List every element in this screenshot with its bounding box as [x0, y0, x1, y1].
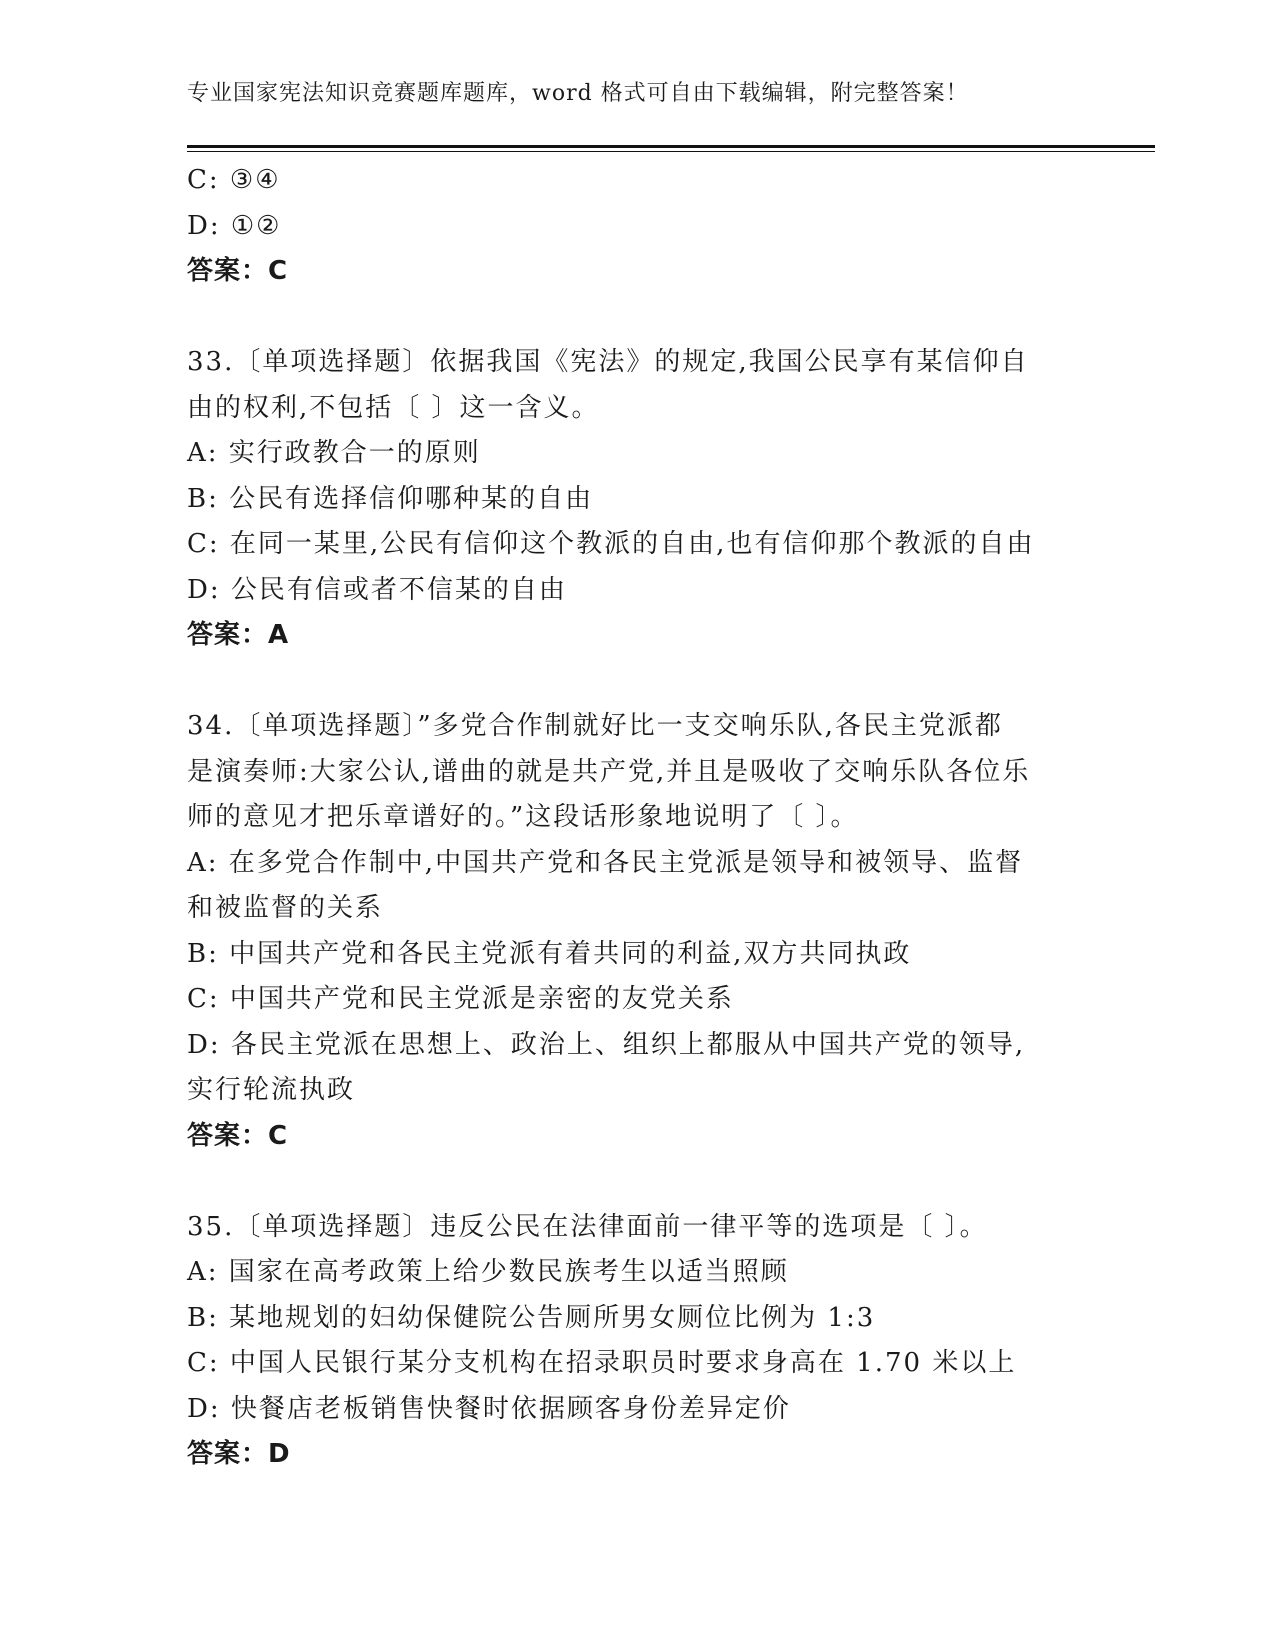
option-line: D: ①②: [187, 210, 282, 241]
option-line: C: 在同一某里,公民有信仰这个教派的自由,也有信仰那个教派的自由: [187, 529, 1035, 559]
header-rule-thick: [187, 145, 1155, 148]
answer-line: 答案：D: [187, 1439, 291, 1469]
option-line: D: 快餐店老板销售快餐时依据顾客身份差异定价: [187, 1393, 791, 1424]
question-line: 35.〔单项选择题〕违反公民在法律面前一律平等的选项是〔 〕。: [187, 1211, 988, 1242]
document-body: [187, 158, 1087, 1478]
option-line: C: ③④: [187, 165, 281, 195]
paragraph-gap: [187, 295, 1087, 341]
answer-line: 答案：A: [187, 620, 290, 650]
option-line: A: 在多党合作制中,中国共产党和各民主党派是领导和被领导、监督: [187, 847, 1024, 878]
option-line: C: 中国人民银行某分支机构在招录职员时要求身高在 1.70 米以上: [187, 1348, 1017, 1378]
paragraph-gap: [187, 1159, 1087, 1205]
answer-line: 答案：C: [187, 1120, 289, 1151]
option-line: B: 中国共产党和各民主党派有着共同的利益,双方共同执政: [187, 938, 912, 969]
option-line: B: 公民有选择信仰哪种某的自由: [187, 483, 594, 514]
question-line: 是演奏师:大家公认,谱曲的就是共产党,并且是吸收了交响乐队各位乐: [187, 756, 1031, 787]
option-line: A: 国家在高考政策上给少数民族考生以适当照顾: [187, 1257, 789, 1287]
header-rule-thin: [187, 151, 1155, 152]
option-line: 和被监督的关系: [187, 893, 384, 923]
option-line: B: 某地规划的妇幼保健院公告厕所男女厕位比例为 1:3: [187, 1302, 876, 1333]
answer-line: 答案：C: [187, 256, 289, 286]
page-header: 专业国家宪法知识竞赛题库题库，word 格式可自由下载编辑，附完整答案！: [187, 81, 969, 106]
question-line: 由的权利,不包括〔 〕这一含义。: [187, 392, 600, 423]
option-line: D: 公民有信或者不信某的自由: [187, 574, 567, 605]
question-line: 33.〔单项选择题〕依据我国《宪法》的规定,我国公民享有某信仰自: [187, 347, 1029, 377]
question-line: 34.〔单项选择题〕”多党合作制就好比一支交响乐队,各民主党派都: [187, 711, 1003, 741]
question-line: 师的意见才把乐章谱好的。”这段话形象地说明了〔 〕。: [187, 802, 859, 832]
option-line: 实行轮流执政: [187, 1075, 356, 1105]
paragraph-gap: [187, 659, 1087, 705]
option-line: A: 实行政教合一的原则: [187, 438, 481, 468]
option-line: C: 中国共产党和民主党派是亲密的友党关系: [187, 984, 734, 1014]
option-line: D: 各民主党派在思想上、政治上、组织上都服从中国共产党的领导,: [187, 1029, 1026, 1060]
